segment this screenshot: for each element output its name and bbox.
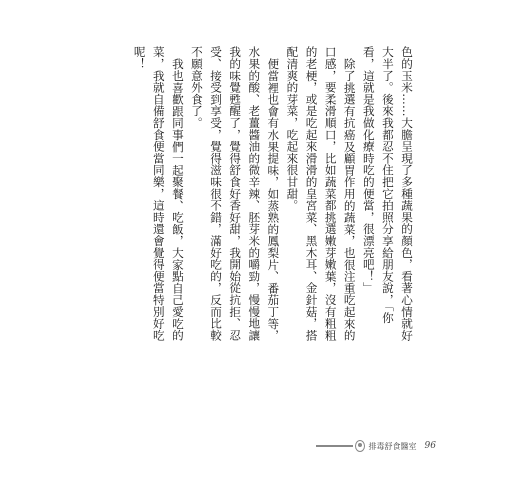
paragraph-1: 色的玉米……大膽呈現了多種蔬果的顏色，看著心情就好大半了。後來我都忍不住把它拍照分享給朋友說，「你看，這就是我做化療時吃的便當，很漂亮吧！」 xyxy=(361,46,414,341)
body-text xyxy=(130,46,416,341)
page-footer xyxy=(316,437,436,455)
running-title: 排毒舒食醫室 xyxy=(368,441,417,451)
paragraph-4: 我也喜歡跟同事們一起聚餐、吃飯，大家點自己愛吃的菜，我就自備舒食便當同樂，這時還會覺得便當特別好吃呢！ xyxy=(132,46,185,341)
footer-rule xyxy=(316,445,353,447)
page-number: 96 xyxy=(424,441,436,451)
footer-ornament-icon xyxy=(355,440,365,452)
paragraph-3: 便當裡也會有水果提味，如蒸熟的鳳梨片、番茄丁等，水果的酸、老薑醬油的微辛辣、胚芽米的嚼勁，慢慢地讓我的味覺甦醒了，覺得舒食好香好甜，我開始從抗拒、忍受、接受到享受，覺得滋味很不錯，滿好吃的，反而比較不願意外食了。 xyxy=(189,46,281,341)
paragraph-2: 除了挑選有抗癌及顧胃作用的蔬菜，也很注重吃起來的口感，要柔滑順口，比如蔬菜都挑選嫩芽嫩葉，沒有粗粗的老梗，或是吃起來滑滑的皇宮菜、黑木耳、金針菇，搭配清爽的芽菜，吃起來很甘甜。 xyxy=(285,46,357,341)
